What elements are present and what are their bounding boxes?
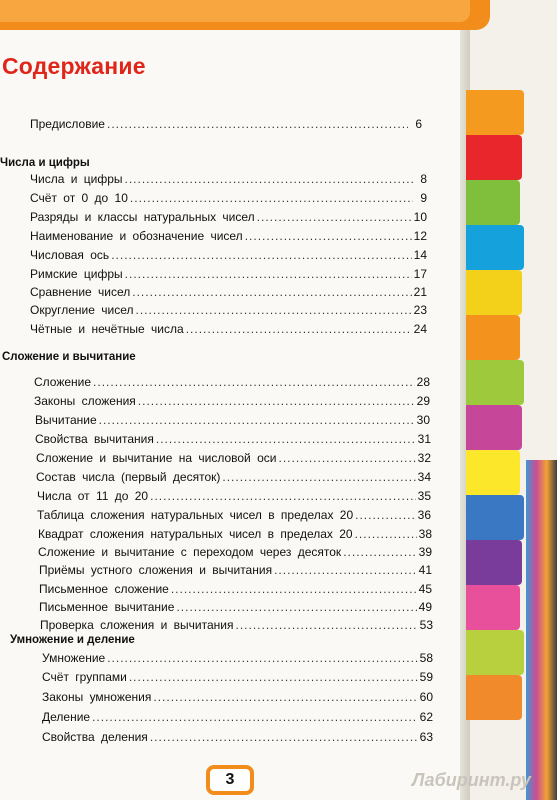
section-heading: Числа и цифры [0,157,90,169]
toc-label: Законы сложения [34,394,136,408]
leader-dots [99,413,415,427]
watermark-logo: Лабиринт.ру [412,770,531,790]
page-title: Содержание [2,53,146,79]
toc-row[interactable] [30,322,427,336]
toc-row[interactable] [39,600,432,614]
leader-dots [257,210,412,224]
toc-row[interactable] [30,229,427,243]
toc-row[interactable] [30,285,427,299]
leader-dots [245,229,412,243]
toc-label: Квадрат сложения натуральных чисел в пределах 20 [38,527,353,541]
toc-row[interactable] [42,730,433,744]
toc-label: Наименование и обозначение чисел [30,229,243,243]
toc-label: Числа от 11 до 20 [37,489,149,503]
toc-label: Вычитание [35,413,97,427]
toc-page-number: 58 [419,651,433,665]
toc-row[interactable] [30,210,427,224]
toc-page-number: 41 [418,563,432,577]
toc-row[interactable] [38,545,432,559]
leader-dots [111,248,411,262]
section-tab[interactable] [466,630,524,675]
toc-row[interactable] [30,248,427,262]
section-tab[interactable] [466,495,524,540]
toc-page-number: 9 [420,191,427,205]
section-tab[interactable] [466,270,522,315]
leader-dots [125,172,414,186]
toc-page-number: 53 [419,618,433,632]
toc-label: Сложение [34,375,92,389]
leader-dots [107,651,417,665]
toc-row[interactable] [42,670,433,684]
toc-row[interactable] [30,303,427,317]
toc-page-number: 31 [417,432,431,446]
toc-label: Сложение и вычитание на числовой оси [36,451,277,465]
toc-label: Числа и цифры [30,172,123,186]
toc-row[interactable] [42,690,433,704]
section-tab[interactable] [466,315,520,360]
toc-label: Чётные и нечётные числа [30,322,184,336]
toc-row[interactable] [42,651,433,665]
toc-label: Умножение [42,651,106,665]
toc-row[interactable] [40,618,433,632]
section-tab[interactable] [466,360,524,405]
toc-row[interactable] [34,375,430,389]
section-tab[interactable] [466,225,524,270]
section-tab[interactable] [466,180,520,225]
leader-dots [222,470,415,484]
toc-label: Состав числа (первый десяток) [36,470,221,484]
toc-label: Сложение и вычитание с переходом через десяток [38,545,342,559]
section-tab[interactable] [466,585,520,630]
leader-dots [150,730,418,744]
toc-row[interactable] [35,413,430,427]
toc-label: Деление [42,710,91,724]
section-heading: Умножение и деление [10,634,135,646]
toc-page-number: 62 [419,710,433,724]
leader-dots [92,710,418,724]
toc-label: Числовая ось [30,248,110,262]
toc-page-number: 30 [416,413,430,427]
section-tab[interactable] [466,450,520,495]
toc-label: Таблица сложения натуральных чисел в пределах 20 [37,508,354,522]
leader-dots [129,670,418,684]
toc-page-number: 49 [418,600,432,614]
toc-label: Предисловие [30,117,105,131]
toc-page-number: 12 [413,229,427,243]
toc-page-number: 34 [417,470,431,484]
toc-row[interactable] [36,451,431,465]
leader-dots [278,451,415,465]
toc-page-number: 59 [419,670,433,684]
toc-row[interactable] [30,172,427,186]
top-orange-band [0,0,490,30]
section-tab[interactable] [466,405,522,450]
toc-page-number: 10 [413,210,427,224]
leader-dots [125,267,412,281]
toc-page-number: 29 [416,394,430,408]
toc-row[interactable] [35,432,431,446]
leader-dots [355,527,417,541]
toc-row[interactable] [37,508,431,522]
toc-page-number: 8 [420,172,427,186]
toc-label: Разряды и классы натуральных чисел [30,210,255,224]
toc-row[interactable] [37,489,431,503]
leader-dots [355,508,416,522]
leader-dots [130,191,413,205]
toc-page-number: 14 [413,248,427,262]
toc-label: Округление чисел [30,303,134,317]
page-number: 3 [206,765,254,795]
toc-label: Римские цифры [30,267,123,281]
toc-row-preface[interactable] [30,117,422,131]
leader-dots [186,322,412,336]
toc-row[interactable] [39,582,432,596]
leader-dots [235,618,417,632]
leader-dots [93,375,415,389]
toc-page-number: 63 [419,730,433,744]
toc-page-number: 60 [419,690,433,704]
book-side-edge [526,460,557,800]
leader-dots [343,545,416,559]
leader-dots [274,563,417,577]
toc-label: Законы умножения [42,690,152,704]
toc-row[interactable] [38,527,432,541]
toc-label: Письменное сложение [39,582,169,596]
section-tab[interactable] [466,675,522,720]
section-tab[interactable] [466,540,522,585]
toc-page-number: 28 [416,375,430,389]
toc-page-number: 32 [417,451,431,465]
toc-label: Счёт от 0 до 10 [30,191,128,205]
toc-label: Проверка сложения и вычитания [40,618,234,632]
top-band-highlight [0,0,470,22]
toc-row[interactable] [36,470,431,484]
toc-page-number: 39 [418,545,432,559]
toc-label: Приёмы устного сложения и вычитания [39,563,273,577]
toc-row[interactable] [30,191,427,205]
toc-label: Свойства деления [42,730,148,744]
toc-page-number: 6 [415,117,422,131]
toc-page-number: 38 [418,527,432,541]
section-tab[interactable] [466,135,522,180]
toc-row[interactable] [42,710,433,724]
section-heading: Сложение и вычитание [2,351,136,363]
toc-page-number: 35 [417,489,431,503]
toc-page-number: 21 [413,285,427,299]
toc-label: Письменное вычитание [39,600,175,614]
toc-label: Сравнение чисел [30,285,131,299]
toc-row[interactable] [39,563,432,577]
leader-dots [132,285,411,299]
leader-dots [153,690,417,704]
toc-row[interactable] [34,394,430,408]
leader-dots [156,432,416,446]
section-tab[interactable] [466,90,524,135]
leader-dots [135,303,411,317]
toc-label: Свойства вычитания [35,432,154,446]
leader-dots [107,117,408,131]
leader-dots [176,600,416,614]
toc-page-number: 17 [413,267,427,281]
toc-row[interactable] [30,267,427,281]
leader-dots [138,394,415,408]
leader-dots [171,582,417,596]
leader-dots [150,489,416,503]
toc-page-number: 23 [413,303,427,317]
toc-page-number: 45 [418,582,432,596]
toc-page-number: 36 [417,508,431,522]
toc-label: Счёт группами [42,670,127,684]
toc-page-number: 24 [413,322,427,336]
